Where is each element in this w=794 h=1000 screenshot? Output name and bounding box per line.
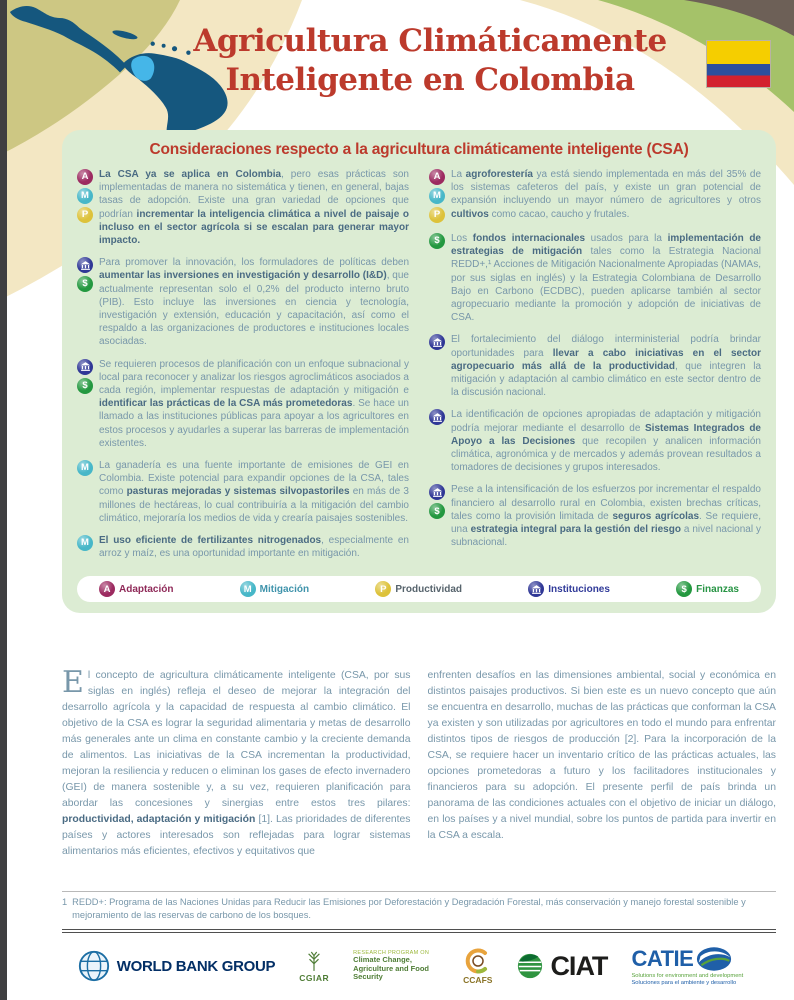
category-icon-stack <box>77 256 94 348</box>
institutions-icon <box>77 359 93 375</box>
catie-logo <box>631 946 743 986</box>
consideration-text: El fortalecimiento del diálogo interministerial podría brindar oportunidades para llevar a cabo iniciativas en el sector agropecuario más allá de la productividad, que integren la mitigación y adaptación al cambio climático en este sector dentro de la discusión nacional. <box>451 334 762 399</box>
category-icon-stack <box>429 232 446 324</box>
adaptation-icon: A <box>99 581 115 597</box>
ccafs-line1: RESEARCH PROGRAM ON <box>353 950 430 957</box>
page-title-line1: Agricultura Climáticamente <box>193 23 667 59</box>
considerations-title: Consideraciones respecto a la agricultura climáticamente inteligente (CSA) <box>149 141 689 158</box>
adaptation-icon: A <box>77 169 93 185</box>
finance-icon: $ <box>429 503 445 519</box>
legend-label: Mitigación <box>259 583 310 595</box>
legend-item-mitigación <box>240 581 309 597</box>
finance-icon: $ <box>676 581 692 597</box>
mitigation-icon: M <box>77 188 93 204</box>
finance-icon: $ <box>429 233 445 249</box>
footnote <box>62 891 776 921</box>
consideration-item <box>77 168 409 247</box>
category-icon-stack <box>77 459 94 525</box>
legend-item-instituciones <box>528 581 610 597</box>
body-column-left: El concepto de agricultura climáticamente inteligente (CSA, por sus siglas en inglés) refleja el deseo de mejorar la integración del desarrollo agrícola y la capacidad de respuesta al cambio climático. El objetivo de la CSA es lograr la seguridad alimentaria y metas de desarrollo más generales ante un clima en constante cambio y la creciente demanda de alimentos. Las iniciativas de la CSA incrementan la productividad, mejoran la resiliencia y reducen o eliminan los gases de efecto invernadero (GEI) de manera sostenible y, a su vez, requieren planificación para abordar las concesiones y sinergias entre estos tres pilares: productividad, adaptación y mitigación [1]. Las prioridades de diferentes países y actores interesados son reflejadas para lograr sistemas alimentarios más eficientes, efectivos y equitativos que <box>62 665 411 857</box>
institutions-icon <box>429 409 445 425</box>
legend-label: Instituciones <box>548 583 610 595</box>
mitigation-icon: M <box>429 188 445 204</box>
consideration-item <box>77 256 409 348</box>
productivity-icon: P <box>77 207 93 223</box>
consideration-item <box>77 459 409 525</box>
considerations-box <box>62 130 776 613</box>
legend-item-productividad <box>375 581 462 597</box>
institutions-icon <box>77 257 93 273</box>
considerations-column-right <box>429 168 761 569</box>
legend-item-finanzas <box>676 581 739 597</box>
consideration-item <box>429 168 761 223</box>
world-bank-globe-icon <box>77 949 111 983</box>
catie-tagline-en: Solutions for environment and development <box>631 973 744 979</box>
consideration-text: El uso eficiente de fertilizantes nitrogenados, especialmente en arroz y maíz, es una oportunidad importante en mitigación. <box>99 535 409 560</box>
considerations-column-left <box>77 168 409 569</box>
world-bank-label: WORLD BANK GROUP <box>116 957 276 975</box>
ccafs-program-text <box>353 950 439 982</box>
category-icon-stack <box>77 168 94 247</box>
category-icon-stack <box>77 534 94 560</box>
consideration-text: La identificación de opciones apropiadas de adaptación y mitigación podría mejorar mediante el desarrollo de Sistemas Integrados de Apoyo a las Decisiones que recopilen y analicen información climática, agronómica y de mercados y además provean resultados a tomadores de decisiones y grupos interesados. <box>451 409 761 474</box>
institutions-icon <box>429 484 445 500</box>
consideration-item <box>429 232 761 324</box>
ccafs-line2: Climate Change, Agriculture and Food Security <box>353 955 429 982</box>
ciat-globe-icon <box>516 952 544 980</box>
legend-label: Productividad <box>395 583 463 595</box>
category-icon-stack <box>429 168 446 223</box>
considerations-columns <box>77 168 761 569</box>
ciat-label: CIAT <box>550 950 608 981</box>
productivity-icon: P <box>375 581 391 597</box>
category-icon-stack <box>77 358 94 450</box>
legend-item-adaptación <box>99 581 173 597</box>
footnote-text: REDD+: Programa de las Naciones Unidas para Reducir las Emisiones por Deforestación y Degradación Forestal, más conservación y manejo forestal sostenible y mejoramiento de las reservas de carbono de los bosques. <box>72 897 746 920</box>
catie-swirl-icon <box>696 946 732 972</box>
ccafs-logo <box>463 948 492 985</box>
consideration-text: Para promover la innovación, los formuladores de políticas deben aumentar las inversiones en investigación y desarrollo (I&D), que actualmente representan solo el 0,2% del producto interno bruto (PIB). Esto incluye las inversiones en ciencia y tecnología, investigación y extensión, educación y capacitación, así como el respaldo a las organizaciones de productores e instituciones locales asociadas. <box>99 257 409 348</box>
catie-tagline-es: Soluciones para el ambiente y desarrollo <box>631 980 737 986</box>
colombia-flag <box>706 40 771 88</box>
footer-divider <box>62 929 776 933</box>
mitigation-icon: M <box>77 535 93 551</box>
cgiar-tree-icon <box>305 950 323 972</box>
adaptation-icon: A <box>429 169 445 185</box>
world-bank-logo <box>77 949 276 983</box>
mitigation-icon: M <box>77 460 93 476</box>
finance-icon: $ <box>77 276 93 292</box>
legend-label: Adaptación <box>119 583 174 595</box>
cgiar-label: CGIAR <box>299 972 330 983</box>
consideration-text: Los fondos internacionales usados para la implementación de estrategias de mitigación tales como la Estrategia Nacional REDD+,¹ Acciones de Mitigación Nacionalmente Apropiadas (NAMAs, por sus siglas en inglés) y la Estrategia Colombiana de Desarrollo Bajo en Carbono (ECDBC), pueden aplicarse también al sector agropecuario mediante la promoción y adopción de iniciativas de CSA. <box>451 233 762 324</box>
drop-cap: E <box>62 665 84 700</box>
ccafs-label: CCAFS <box>463 974 493 985</box>
category-icon-stack <box>429 333 446 399</box>
legend <box>77 576 761 602</box>
consideration-item <box>77 358 409 450</box>
consideration-item <box>429 408 761 474</box>
consideration-item <box>429 333 761 399</box>
consideration-text: La CSA ya se aplica en Colombia, pero esas prácticas son implementadas de manera no sistemática y tienen, en general, bajas tasas de adopción. Existe una gran variedad de opciones que podrían incrementar la inteligencia climática a nivel de paisaje o incluso en el sector agrícola si se escalan para generar mayor impacto. <box>99 169 409 247</box>
consideration-item <box>429 483 761 549</box>
category-icon-stack <box>429 408 446 474</box>
footer-logos <box>40 940 780 992</box>
institutions-icon <box>528 581 544 597</box>
mitigation-icon: M <box>240 581 256 597</box>
consideration-text: La agroforestería ya está siendo implementada en más del 35% de los sistemas cafeteros del país, y existe un gran potencial de expansión incluyendo un mayor número de agricultores y otros cultivos como cacao, caucho y frutales. <box>451 169 762 220</box>
body-column-right: enfrenten desafíos en las dimensiones ambiental, social y económica en distintos paisajes productivos. Si bien este es un nuevo concepto que aún se encuentra en desarrollo, muchas de las prácticas que conforman la CSA ya existen y son utilizadas por agricultores en todo el mundo para enfrentar distintos tipos de riesgos de producción [2]. Para la incorporación de la CSA, se requiere hacer un inventario crítico de las prácticas actuales, las opciones prometedoras a futuro y los facilitadores institucionales y financieros para su adopción. El presente perfil de país brinda un panorama de las condiciones actuales con el objetivo de iniciar un diálogo, en los países y a nivel mundial, sobre los puntos de partida para invertir en la CSA a escala. <box>427 670 776 841</box>
institutions-icon <box>429 334 445 350</box>
body-text <box>62 665 776 860</box>
consideration-text: Pese a la intensificación de los esfuerzos por incrementar el respaldo financiero al desarrollo rural en Colombia, existen brechas críticas, tales como la provisión limitada de seguros agrícolas. Se requiere, una estrategia integral para la gestión del riesgo a nivel nacional y subnacional. <box>451 484 761 549</box>
productivity-icon: P <box>429 207 445 223</box>
page-left-border <box>0 0 7 1000</box>
page-title <box>180 22 680 100</box>
catie-label: CATIE <box>631 946 694 971</box>
cgiar-logo <box>299 950 329 983</box>
finance-icon: $ <box>77 378 93 394</box>
legend-label: Finanzas <box>696 583 739 595</box>
ccafs-swirl-icon <box>465 948 491 974</box>
ciat-logo <box>516 951 607 982</box>
category-icon-stack <box>429 483 446 549</box>
consideration-text: La ganadería es una fuente importante de emisiones de GEI en Colombia. Existe potencial para expandir opciones de la CSA, tales como pasturas mejoradas y sistemas silvopastoriles en más de 3 millones de hectáreas, lo cual contribuiría a la mitigación del cambio climático, mejoraría los medios de vida y crearía paisajes sostenibles. <box>99 460 409 524</box>
consideration-item <box>77 534 409 560</box>
footnote-marker: 1 <box>62 897 68 907</box>
page-title-line2: Inteligente en Colombia <box>225 62 635 98</box>
consideration-text: Se requieren procesos de planificación con un enfoque subnacional y local para reconocer y analizar los riesgos agroclimáticos asociados a cada región, implementar respuestas de adaptación y mitigación e identificar las prácticas de la CSA más prometedoras. Se hace un llamado a las instituciones públicas para apoyar a los agricultores en estos procesos y ayudarles a superar las barreras de implementación existentes. <box>99 358 409 449</box>
